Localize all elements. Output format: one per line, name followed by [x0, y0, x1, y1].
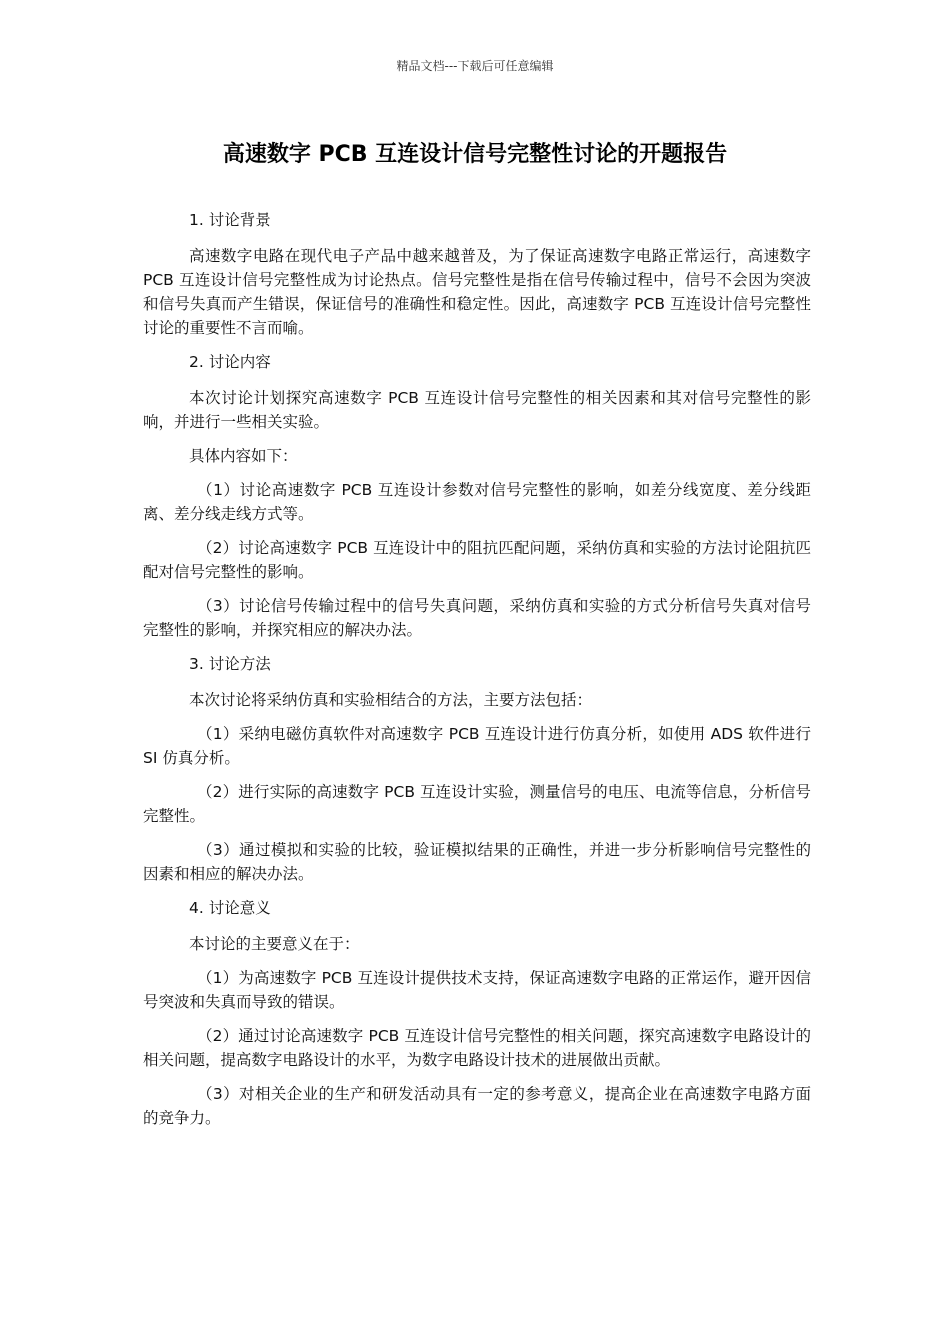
section-heading: 2. 讨论内容 [189, 353, 271, 371]
list-item: （3）通过模拟和实验的比较，验证模拟结果的正确性，并进一步分析影响信号完整性的因素和相应的解决办法。 [143, 841, 811, 883]
section-heading: 3. 讨论方法 [189, 655, 271, 673]
page-header: 精品文档---下载后可任意编辑 [396, 59, 554, 73]
document-body [143, 208, 811, 1140]
list-item: （1）采纳电磁仿真软件对高速数字 PCB 互连设计进行仿真分析，如使用 ADS 软件进行 SI 仿真分析。 [143, 725, 811, 767]
section-heading: 1. 讨论背景 [189, 211, 271, 229]
body-paragraph: 本次讨论将采纳仿真和实验相结合的方法，主要方法包括： [189, 691, 593, 709]
list-item: （3）对相关企业的生产和研发活动具有一定的参考意义，提高企业在高速数字电路方面的竞争力。 [143, 1085, 811, 1127]
section-heading: 4. 讨论意义 [189, 899, 271, 917]
body-paragraph: 具体内容如下： [189, 447, 298, 465]
document-title: 高速数字 PCB 互连设计信号完整性讨论的开题报告 [222, 142, 728, 167]
list-item: （2）讨论高速数字 PCB 互连设计中的阻抗匹配问题，采纳仿真和实验的方法讨论阻抗匹配对信号完整性的影响。 [143, 539, 811, 581]
list-item: （1）讨论高速数字 PCB 互连设计参数对信号完整性的影响，如差分线宽度、差分线距离、差分线走线方式等。 [143, 481, 811, 523]
body-paragraph: 本讨论的主要意义在于： [189, 935, 360, 953]
body-paragraph: 本次讨论计划探究高速数字 PCB 互连设计信号完整性的相关因素和其对信号完整性的影响，并进行一些相关实验。 [143, 389, 811, 431]
list-item: （1）为高速数字 PCB 互连设计提供技术支持，保证高速数字电路的正常运作，避开因信号突波和失真而导致的错误。 [143, 969, 811, 1011]
list-item: （3）讨论信号传输过程中的信号失真问题，采纳仿真和实验的方式分析信号失真对信号完整性的影响，并探究相应的解决办法。 [143, 597, 811, 639]
list-item: （2）通过讨论高速数字 PCB 互连设计信号完整性的相关问题，探究高速数字电路设计的相关问题，提高数字电路设计的水平，为数字电路设计技术的进展做出贡献。 [143, 1027, 811, 1069]
list-item: （2）进行实际的高速数字 PCB 互连设计实验，测量信号的电压、电流等信息，分析信号完整性。 [143, 783, 811, 825]
body-paragraph: 高速数字电路在现代电子产品中越来越普及，为了保证高速数字电路正常运行，高速数字 PCB 互连设计信号完整性成为讨论热点。信号完整性是指在信号传输过程中，信号不会因为突波和信号失真而产生错误，保证信号的准确性和稳定性。因此，高速数字 PCB 互连设计信号完整性讨论的重要性不言而喻。 [143, 247, 811, 337]
